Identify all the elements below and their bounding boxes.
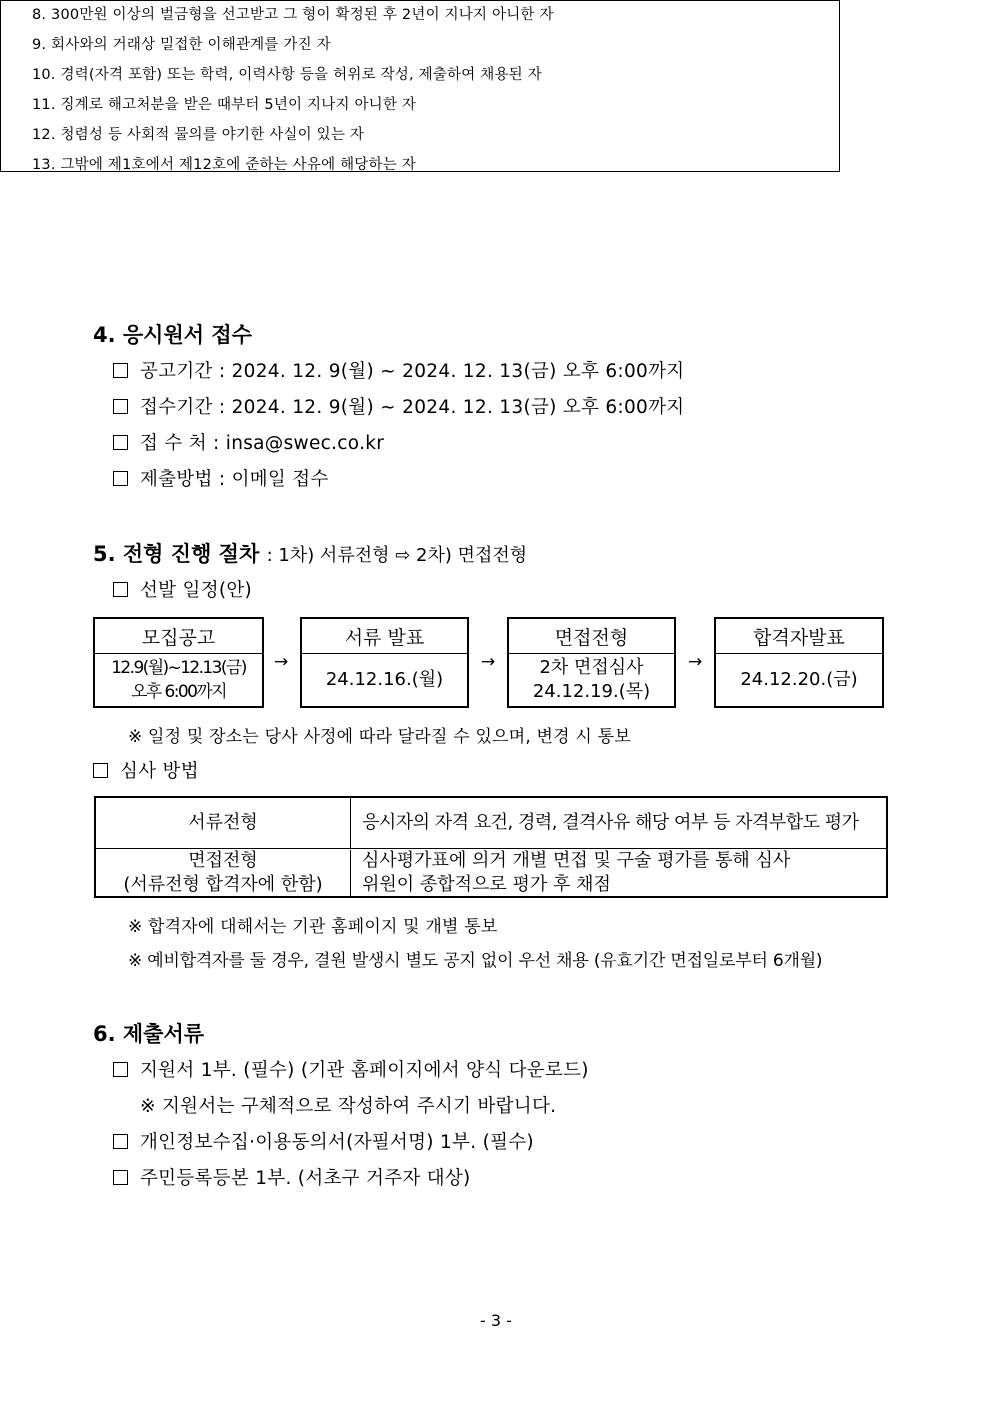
flow-step-line: 오후 6:00까지 [131,682,226,702]
eval-stage-text: 면접전형 [188,850,258,871]
checkbox-square-icon [113,1170,128,1185]
disqualification-item: 9. 회사와의 거래상 밀접한 이해관계를 가진 자 [32,37,331,53]
flow-step-line: 2차 면접심사 [539,657,644,678]
section5-title [93,538,527,568]
section4-item-text: 접수기간 : 2024. 12. 9(월) ~ 2024. 12. 13(금) 오후 6:00까지 [140,397,685,418]
eval-desc-text: 응시자의 자격 요건, 경력, 결격사유 해당 여부 등 자격부합도 평가 [362,812,859,833]
table-row [96,850,886,896]
flow-step-final-announcement [714,617,884,708]
checkbox-square-icon [113,399,128,414]
disqualification-item: 13. 그밖에 제1호에서 제12호에 준하는 사유에 해당하는 자 [32,157,416,173]
flow-step-head: 면접전형 [509,619,674,654]
section4-item [113,393,684,419]
flow-step-line: 24.12.19.(목) [532,681,651,702]
checkbox-square-icon [93,763,108,778]
section6-title: 6. 제출서류 [93,1022,205,1046]
flow-step-body [95,654,262,706]
table-row [96,798,886,849]
flow-step-line: 12.9(월)~12.13(금) [111,658,246,678]
eval-label [93,757,199,783]
eval-label-text: 심사 방법 [120,761,199,782]
eval-note: ※ 합격자에 대해서는 기관 홈페이지 및 개별 통보 [128,917,498,937]
flow-step-document-result [300,617,469,708]
section6-note: ※ 지원서는 구체적으로 작성하여 주시기 바랍니다. [140,1096,557,1117]
schedule-note: ※ 일정 및 장소는 당사 사정에 따라 달라질 수 있으며, 변경 시 통보 [128,727,631,747]
flow-step-recruit-notice [93,617,264,708]
flow-step-body [509,654,674,706]
section4-item-text: 공고기간 : 2024. 12. 9(월) ~ 2024. 12. 13(금) 오후 6:00까지 [140,361,685,382]
section5-subtitle: : 1차) 서류전형 ⇨ 2차) 면접전형 [266,545,528,566]
eval-stage-text: (서류전형 합격자에 한함) [123,874,323,895]
section6-item [113,1128,534,1154]
checkbox-square-icon [113,1062,128,1077]
checkbox-square-icon [113,435,128,450]
section4-item [113,465,329,491]
disqualification-item: 11. 징계로 해고처분을 받은 때부터 5년이 지나지 아니한 자 [32,97,417,113]
eval-desc-cell [352,850,886,896]
section4-item [113,429,384,455]
section6-item-text: 지원서 1부. (필수) (기관 홈페이지에서 양식 다운로드) [140,1060,589,1081]
eval-stage-text: 서류전형 [188,812,258,833]
schedule-label-text: 선발 일정(안) [140,580,253,601]
flow-step-body [302,654,467,706]
eval-desc-cell [352,798,886,848]
evaluation-table [94,796,888,898]
eval-note: ※ 예비합격자를 둘 경우, 결원 발생시 별도 공지 없이 우선 채용 (유효기간 면접일로부터 6개월) [128,951,823,971]
disqualification-item: 8. 300만원 이상의 벌금형을 선고받고 그 형이 확정된 후 2년이 지나지 아니한 자 [32,7,554,23]
flow-step-body [716,654,882,706]
section6-item [113,1056,589,1082]
eval-stage-cell [96,798,351,848]
eval-stage-cell [96,850,351,896]
disqualification-item: 12. 청렴성 등 사회적 물의를 야기한 사실이 있는 자 [32,127,365,143]
arrow-right-icon: → [481,652,496,672]
section5-title-text: 5. 전형 진행 절차 [93,542,260,566]
section4-item-text: 접 수 처 : insa@swec.co.kr [140,433,385,454]
checkbox-square-icon [113,363,128,378]
flow-step-line: 24.12.20.(금) [740,669,858,690]
checkbox-square-icon [113,582,128,597]
eval-desc-text: 심사평가표에 의거 개별 면접 및 구술 평가를 통해 심사 [362,850,791,871]
arrow-right-icon: → [274,652,289,672]
checkbox-square-icon [113,471,128,486]
flow-step-head: 모집공고 [95,619,262,654]
section6-item [113,1164,471,1190]
section4-title: 4. 응시원서 접수 [93,323,252,347]
section6-item-text: 주민등록등본 1부. (서초구 거주자 대상) [140,1168,471,1189]
page-number: - 3 - [480,1311,512,1330]
flow-step-head: 서류 발표 [302,619,467,654]
schedule-label [113,576,252,602]
arrow-right-icon: → [688,652,703,672]
eval-desc-text: 위원이 종합적으로 평가 후 채점 [362,874,611,895]
flow-step-head: 합격자발표 [716,619,882,654]
disqualification-item: 10. 경력(자격 포함) 또는 학력, 이력사항 등을 허위로 작성, 제출하여 채용된 자 [32,67,542,83]
disqualification-box [0,0,840,172]
section4-item [113,357,684,383]
section6-item-text: 개인정보수집·이용동의서(자필서명) 1부. (필수) [140,1132,534,1153]
flow-step-interview [507,617,676,708]
checkbox-square-icon [113,1134,128,1149]
section4-item-text: 제출방법 : 이메일 접수 [140,469,329,490]
flow-step-line: 24.12.16.(월) [325,669,444,690]
